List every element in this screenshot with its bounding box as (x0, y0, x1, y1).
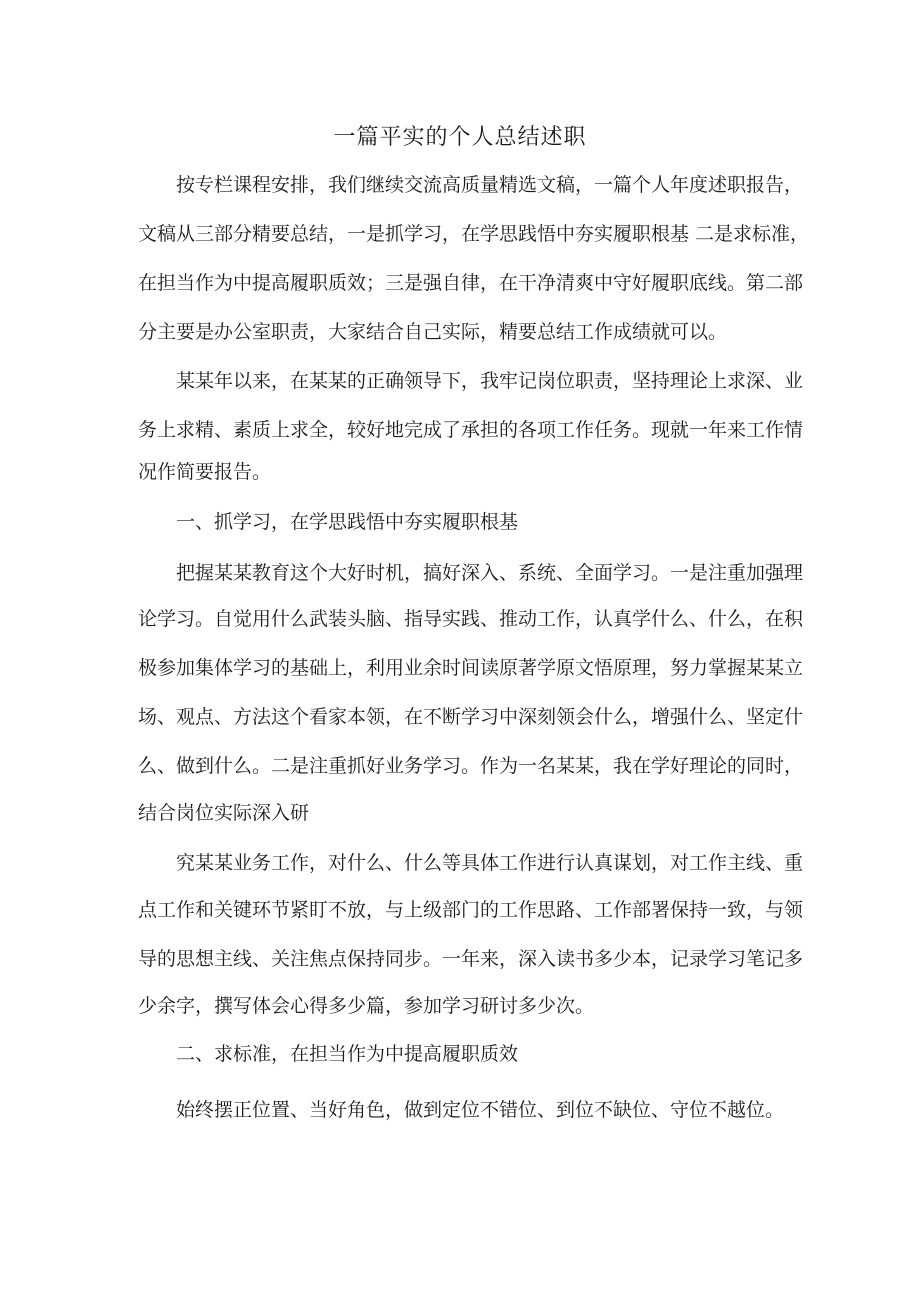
paragraph-line: 点工作和关键环节紧盯不放，与上级部门的工作思路、工作部署保持一致，与领 (138, 899, 804, 921)
paragraph-line: 把握某某教育这个大好时机，搞好深入、系统、全面学习。一是注重加强理 (176, 562, 804, 584)
paragraph-line: 务上求精、素质上求全，较好地完成了承担的各项工作任务。现就一年来工作情 (138, 419, 804, 441)
section-heading: 一、抓学习，在学思践悟中夯实履职根基 (176, 511, 519, 533)
paragraph-line: 某某年以来，在某某的正确领导下，我牢记岗位职责，坚持理论上求深、业 (176, 370, 804, 392)
paragraph-line: 少余字，撰写体会心得多少篇，参加学习研讨多少次。 (138, 995, 595, 1017)
paragraph-line: 么、做到什么。二是注重抓好业务学习。作为一名某某，我在学好理论的同时， (138, 755, 804, 777)
paragraph-line: 按专栏课程安排，我们继续交流高质量精选文稿，一篇个人年度述职报告， (176, 174, 804, 196)
paragraph-line: 究某某业务工作，对什么、什么等具体工作进行认真谋划，对工作主线、重 (176, 852, 804, 874)
paragraph-line: 论学习。自觉用什么武装头脑、指导实践、推动工作，认真学什么、什么，在积 (138, 608, 804, 630)
paragraph-line: 况作简要报告。 (138, 461, 272, 483)
paragraph-line: 分主要是办公室职责，大家结合自己实际，精要总结工作成绩就可以。 (138, 321, 728, 343)
document-title: 一篇平实的个人总结述职 (333, 125, 587, 150)
paragraph-line: 场、观点、方法这个看家本领，在不断学习中深刻领会什么，增强什么、坚定什 (138, 706, 804, 728)
paragraph-line: 在担当作为中提高履职质效；三是强自律，在干净清爽中守好履职底线。第二部 (138, 272, 804, 294)
paragraph-line: 导的思想主线、关注焦点保持同步。一年来，深入读书多少本，记录学习笔记多 (138, 948, 804, 970)
section-heading: 二、求标准，在担当作为中提高履职质效 (176, 1043, 519, 1065)
paragraph-line: 极参加集体学习的基础上，利用业余时间读原著学原文悟原理，努力掌握某某立 (138, 657, 804, 679)
paragraph-line: 始终摆正位置、当好角色，做到定位不错位、到位不缺位、守位不越位。 (176, 1099, 785, 1121)
paragraph-line: 结合岗位实际深入研 (138, 802, 310, 824)
paragraph-line: 文稿从三部分精要总结，一是抓学习，在学思践悟中夯实履职根基 二是求标准， (138, 223, 810, 245)
